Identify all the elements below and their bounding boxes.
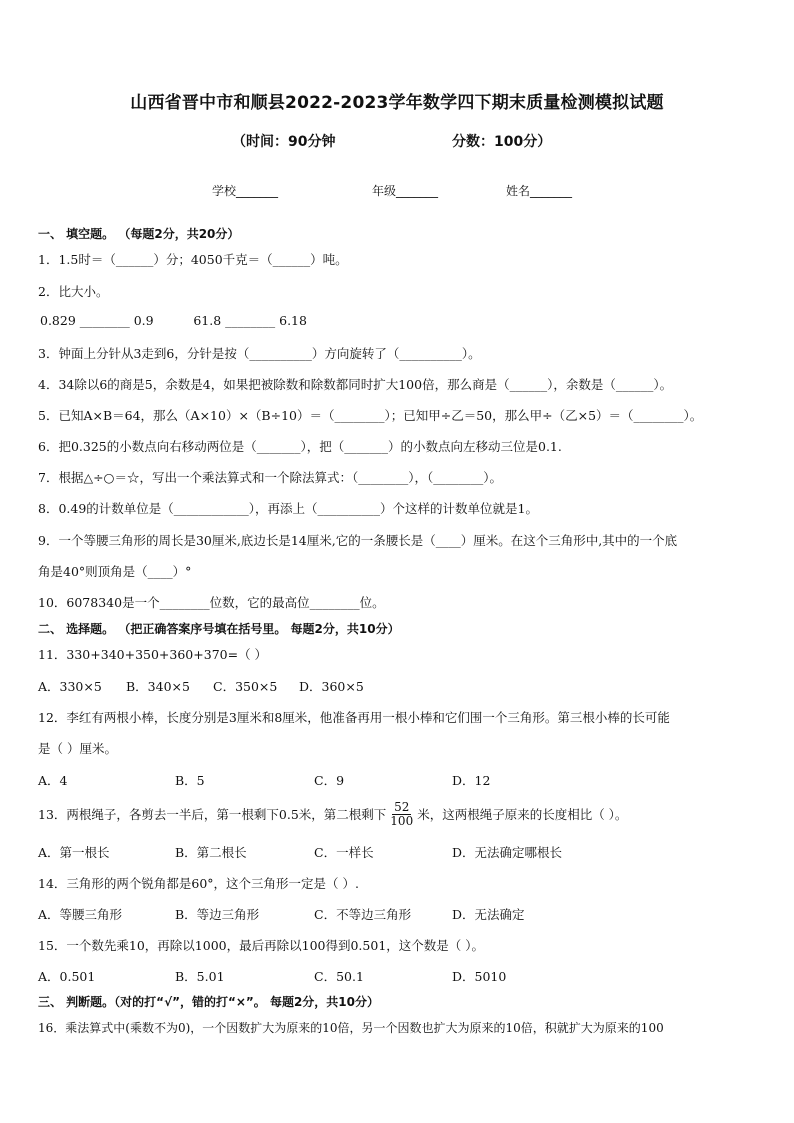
q13-option-d[interactable]: D．无法确定哪根长 — [452, 845, 563, 860]
q11-option-c[interactable]: C．350×5 — [213, 679, 278, 694]
q13-fraction-denominator: 100 — [390, 813, 414, 828]
q14-option-d[interactable]: D．无法确定 — [452, 907, 525, 922]
question-12-line2: 是（ ）厘米。 — [38, 741, 117, 756]
grade-field[interactable]: 年级_______ — [372, 184, 439, 198]
q13-fraction — [388, 801, 415, 828]
exam-time: （时间：90分钟 — [232, 134, 336, 150]
q13-option-a[interactable]: A．第一根长 — [38, 845, 110, 860]
section1-heading: 一、 填空题。 （每题2分，共20分） — [38, 227, 240, 241]
question-13 — [38, 797, 627, 831]
q12-option-d[interactable]: D．12 — [452, 773, 491, 788]
q13-option-b[interactable]: B．第二根长 — [175, 845, 247, 860]
question-7: 7．根据△÷○＝☆，写出一个乘法算式和一个除法算式：（________），（________）。 — [38, 470, 502, 485]
q13-text-after: 米，这两根绳子原来的长度相比（ ）。 — [417, 807, 628, 822]
q14-option-c[interactable]: C．不等边三角形 — [314, 907, 412, 922]
question-9-line2: 角是40°则顶角是（____）° — [38, 564, 192, 579]
question-1: 1．1.5时＝（______）分；4050千克＝（______）吨。 — [38, 252, 348, 267]
section3-heading: 三、 判断题。（对的打“√”，错的打“×”。 每题2分，共10分） — [38, 995, 380, 1009]
q11-option-d[interactable]: D．360×5 — [299, 679, 364, 694]
question-12-line1: 12．李红有两根小棒，长度分别是3厘米和8厘米，他准备再用一根小棒和它们围一个三角形。第三根小棒的长可能 — [38, 710, 670, 725]
question-3: 3．钟面上分针从3走到6，分针是按（__________）方向旋转了（__________）。 — [38, 346, 481, 361]
q13-text-before: 13．两根绳子，各剪去一半后，第一根剩下0.5米，第二根剩下 — [38, 807, 387, 822]
q15-option-c[interactable]: C．50.1 — [314, 969, 364, 984]
q12-option-b[interactable]: B．5 — [175, 773, 205, 788]
question-9-line1: 9．一个等腰三角形的周长是30厘米,底边长是14厘米,它的一条腰长是（____）厘米。在这个三角形中,其中的一个底 — [38, 533, 678, 548]
question-5: 5．已知A×B＝64，那么（A×10）×（B÷10）＝（________）；已知甲÷乙＝50，那么甲÷（乙×5）＝（________）。 — [38, 408, 703, 423]
name-field[interactable]: 姓名_______ — [506, 184, 573, 198]
school-field[interactable]: 学校_______ — [212, 184, 279, 198]
q11-option-b[interactable]: B．340×5 — [126, 679, 190, 694]
exam-score: 分数：100分） — [452, 134, 552, 150]
q14-option-b[interactable]: B．等边三角形 — [175, 907, 260, 922]
question-15: 15．一个数先乘10，再除以1000，最后再除以100得到0.501，这个数是（ ）。 — [38, 938, 484, 953]
page-title: 山西省晋中市和顺县2022-2023学年数学四下期末质量检测模拟试题 — [130, 93, 664, 113]
question-4: 4．34除以6的商是5，余数是4，如果把被除数和除数都同时扩大100倍，那么商是（______），余数是（______）。 — [38, 377, 673, 392]
question-10: 10．6078340是一个________位数，它的最高位________位。 — [38, 595, 385, 610]
q15-option-a[interactable]: A．0.501 — [38, 969, 96, 984]
question-11: 11．330+340+350+360+370=（ ） — [38, 647, 268, 662]
question-6: 6．把0.325的小数点向右移动两位是（_______），把（_______）的小数点向左移动三位是0.1. — [38, 439, 562, 454]
question-14: 14．三角形的两个锐角都是60°，这个三角形一定是（ ）. — [38, 876, 360, 891]
question-2-compare: 0.829 ________ 0.9 61.8 ________ 6.18 — [40, 313, 307, 328]
q12-option-a[interactable]: A．4 — [38, 773, 68, 788]
q14-option-a[interactable]: A．等腰三角形 — [38, 907, 123, 922]
q13-option-c[interactable]: C．一样长 — [314, 845, 374, 860]
q15-option-d[interactable]: D．5010 — [452, 969, 507, 984]
section2-heading: 二、 选择题。 （把正确答案序号填在括号里。 每题2分，共10分） — [38, 622, 400, 636]
q13-fraction-numerator: 52 — [394, 799, 410, 814]
question-16: 16．乘法算式中(乘数不为0)，一个因数扩大为原来的10倍，另一个因数也扩大为原来的10倍，积就扩大为原来的100 — [38, 1021, 664, 1035]
q15-option-b[interactable]: B．5.01 — [175, 969, 225, 984]
question-8: 8．0.49的计数单位是（____________），再添上（__________）个这样的计数单位就是1。 — [38, 501, 538, 516]
question-2: 2．比大小。 — [38, 284, 109, 299]
q11-option-a[interactable]: A．330×5 — [38, 679, 102, 694]
q12-option-c[interactable]: C．9 — [314, 773, 345, 788]
